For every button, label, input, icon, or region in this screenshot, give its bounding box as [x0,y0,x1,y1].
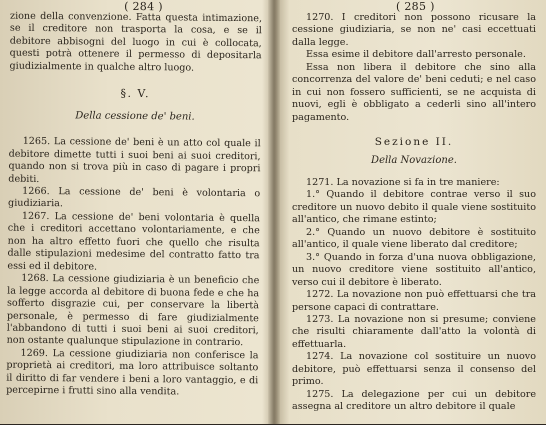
section-heading: Sezione II. [374,136,454,149]
article-1267: 1267. La cessione de' beni volontaria è quella che i creditori accettano volontariamente, e che non ha altro effetto fuori che quello che risulta dalle stipulazioni medesime del contratto fatto tra essi ed il debitore. [7,210,260,273]
article-1265: 1265. La cessione de' beni è un atto col quale il debitore dimette tutti i suoi beni ai suoi creditori, quando non si trova più in caso di pagare i propri debiti. [8,135,261,185]
page-number: ( 284 ) [124,0,163,14]
page-body [292,12,536,414]
article-1275: 1275. La delegazione per cui un debitore assegna al creditore un altro debitore il quale [292,388,536,413]
page-number: ( 285 ) [396,0,435,13]
section-heading: §. V. [120,87,151,101]
article-1273: 1273. La novazione non si presume; conviene che risulti chiaramente dall'atto la volontà di effettuarla. [292,313,536,350]
paragraph: zione della convenzione. Fatta questa intimazione, se il creditore non trasporta la cosa, e se il debitore abbisogni del luogo in cui è collocata, questi potrà ottenere il permesso di depositarla giudizialmente in qualche altro luogo. [9,10,263,74]
list-item: 3.° Quando in forza d'una nuova obbligazione, un nuovo creditore viene sostituito all'antico, verso cui il debitore è liberato. [292,251,536,288]
list-item: 1.° Quando il debitore contrae verso il suo creditore un nuovo debito il quale viene sostituito all'antico, che rimane estinto; [292,189,536,226]
article-1270: 1270. I creditori non possono ricusare la cessione giudiziaria, se non ne' casi eccettuati dalla legge. [292,12,536,48]
right-page [276,0,546,424]
article-1269: 1269. La cessione giudiziaria non conferisce la proprietà ai creditori, ma loro attribuisce soltanto il diritto di far vendere i beni a loro vantaggio, e di percepirne i frutti sino alla vendita. [6,347,259,398]
paragraph: Essa non libera il debitore che sino alla concorrenza del valore de' beni ceduti; e nel caso in cui non fossero sufficienti, se ne acquista di nuovi, egli è obbligato a cederli sino all'intero pagamento. [292,61,536,123]
article-1266: 1266. La cessione de' beni è volontaria o giudiziaria. [8,185,261,210]
article-1272: 1272. La novazione non può effettuarsi che tra persone capaci di contrattare. [292,289,536,313]
section-title: Della Novazione. [371,154,457,166]
article-1274: 1274. La novazione col sostituire un nuovo debitore, può effettuarsi senza il consenso del primo. [292,351,536,388]
section-title: Della cessione de' beni. [75,110,195,123]
list-item: 2.° Quando un nuovo debitore è sostituito all'antico, il quale viene liberato dal creditore; [292,226,536,251]
page-body [6,11,262,400]
article-1271: 1271. La novazione si fa in tre maniere: [306,176,500,188]
article-1268: 1268. La cessione giudiziaria è un beneficio che la legge accorda al debitore di buona fede e che ha sofferto disgrazie cui, per conservare la libertà personale, è permesso di fare giudizialmente l'abbandono di tutti i suoi beni ai suoi creditori, non ostante qualunque stipulazione in contrario. [6,272,260,349]
paragraph: Essa esime il debitore dall'arresto personale. [306,49,526,61]
